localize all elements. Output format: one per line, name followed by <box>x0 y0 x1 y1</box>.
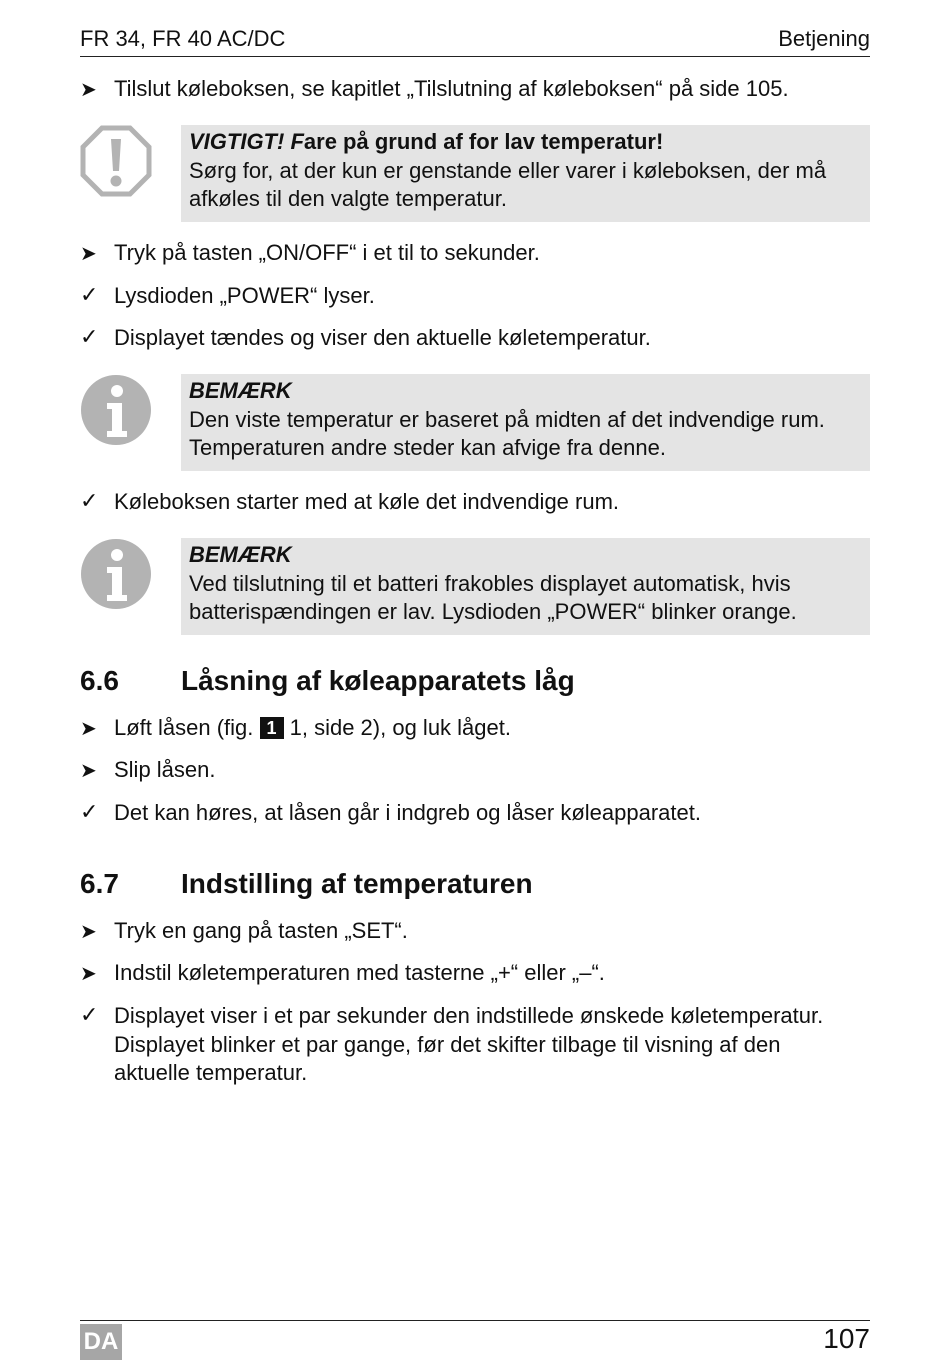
step-text: Tryk på tasten „ON/OFF“ i et til to sekunder. <box>114 240 540 265</box>
note-line: batterispændingen er lav. Lysdioden „POWER“ blinker orange. <box>189 599 797 624</box>
step-text: Tilslut køleboksen, se kapitlet „Tilslutning af køleboksen“ på side 105. <box>114 76 789 101</box>
checkmark-icon: ✓ <box>80 325 99 350</box>
result-line: aktuelle temperatur. <box>114 1060 308 1085</box>
step-text: Slip låsen. <box>114 757 216 782</box>
result-line: Displayet blinker et par gange, før det skifter tilbage til visning af den <box>114 1031 781 1057</box>
note-title: BEMÆRK <box>189 378 292 403</box>
chapter-name: Betjening <box>778 26 870 51</box>
page-number: 107 <box>823 1323 870 1354</box>
result-text: Lysdioden „POWER“ lyser. <box>114 283 375 308</box>
warning-title <box>189 128 862 157</box>
checkmark-icon: ✓ <box>80 800 99 825</box>
section-number: 6.6 <box>80 665 119 696</box>
instruction-step <box>80 756 904 785</box>
section-heading <box>80 868 870 904</box>
note-line: Temperaturen andre steder kan afvige fra denne. <box>189 435 666 460</box>
result-item <box>80 488 904 517</box>
checkmark-icon: ✓ <box>80 283 99 308</box>
note-line: Ved tilslutning til et batteri frakobles displayet automatisk, hvis <box>189 570 791 596</box>
note-line: Den viste temperatur er baseret på midten af det indvendige rum. <box>189 406 825 432</box>
note-box <box>181 538 870 635</box>
figure-reference-badge: 1 <box>260 717 284 739</box>
instruction-step <box>80 959 904 988</box>
instruction-step <box>80 917 904 946</box>
warning-note <box>80 125 870 222</box>
warning-line: Sørg for, at der kun er genstande eller varer i køleboksen, der må <box>189 157 827 183</box>
checkmark-icon: ✓ <box>80 1003 99 1028</box>
info-note <box>80 374 870 471</box>
section-number: 6.7 <box>80 868 119 899</box>
warning-line: afkøles til den valgte temperatur. <box>189 186 507 211</box>
section-title: Låsning af køleapparatets låg <box>181 665 575 696</box>
result-text: Det kan høres, at låsen går i indgreb og låser køleapparatet. <box>114 800 701 825</box>
warning-title-rest: are på grund af for lav temperatur! <box>303 129 664 154</box>
page-header <box>80 26 870 57</box>
info-circle-icon <box>80 538 152 610</box>
step-text-before: Løft låsen (fig. <box>114 715 260 740</box>
section-title: Indstilling af temperaturen <box>181 868 533 899</box>
instruction-step <box>80 239 904 268</box>
step-text: Indstil køletemperaturen med tasterne „+“ eller „–“. <box>114 960 605 985</box>
instruction-step <box>80 714 904 743</box>
page-footer <box>80 1320 870 1361</box>
result-item <box>80 1002 904 1088</box>
arrowhead-icon: ➤ <box>80 241 97 265</box>
result-text: Køleboksen starter med at køle det indvendige rum. <box>114 489 620 514</box>
instruction-step <box>80 75 904 104</box>
result-item <box>80 282 904 311</box>
result-item <box>80 799 904 828</box>
arrowhead-icon: ➤ <box>80 919 97 943</box>
section-heading <box>80 665 870 701</box>
info-note <box>80 538 870 635</box>
warning-title-em: VIGTIGT! F <box>189 129 304 154</box>
step-text: Tryk en gang på tasten „SET“. <box>114 918 408 943</box>
language-tab: DA <box>80 1324 122 1360</box>
result-item <box>80 324 904 353</box>
info-circle-icon <box>80 374 152 446</box>
result-text: Displayet tændes og viser den aktuelle køletemperatur. <box>114 325 651 350</box>
note-box <box>181 374 870 471</box>
warning-box <box>181 125 870 222</box>
step-text-after: 1, side 2), og luk låget. <box>283 715 511 740</box>
arrowhead-icon: ➤ <box>80 77 97 101</box>
product-name: FR 34, FR 40 AC/DC <box>80 26 286 51</box>
note-title: BEMÆRK <box>189 542 292 567</box>
arrowhead-icon: ➤ <box>80 716 97 740</box>
result-line: Displayet viser i et par sekunder den indstillede ønskede køletemperatur. <box>114 1003 824 1028</box>
checkmark-icon: ✓ <box>80 489 99 514</box>
arrowhead-icon: ➤ <box>80 961 97 985</box>
arrowhead-icon: ➤ <box>80 758 97 782</box>
exclamation-octagon-icon <box>80 125 152 197</box>
